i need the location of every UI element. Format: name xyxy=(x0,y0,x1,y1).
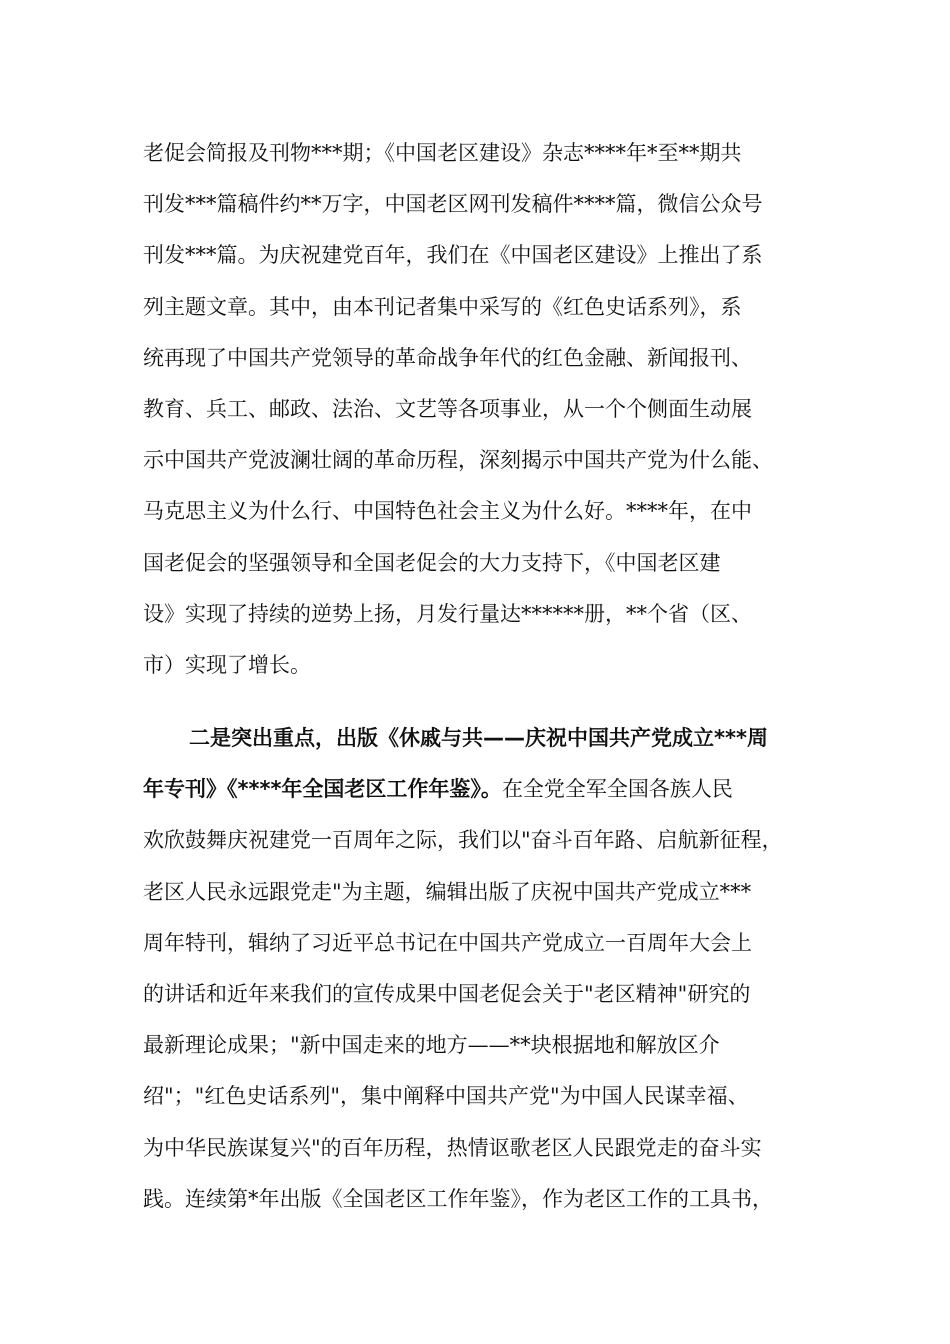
text-line: 周年特刊，辑纳了习近平总书记在中国共产党成立一百周年大会上 xyxy=(143,930,752,955)
paragraph-1 xyxy=(143,128,823,691)
text-line: 示中国共产党波澜壮阔的革命历程，深刻揭示中国共产党为什么能、 xyxy=(143,448,773,473)
text-line: 为中华民族谋复兴"的百年历程，热情讴歌老区人民跟党走的奋斗实 xyxy=(143,1135,762,1160)
text-line: 的讲话和近年来我们的宣传成果中国老促会关于"老区精神"研究的 xyxy=(143,982,751,1006)
paragraph-2 xyxy=(143,713,823,1225)
text-line: 刊发***篇。为庆祝建党百年，我们在《中国老区建设》上推出了系 xyxy=(143,243,763,268)
text-line: 最新理论成果；"新中国走来的地方——**块根据地和解放区介 xyxy=(143,1033,720,1058)
text-line: 统再现了中国共产党领导的革命战争年代的红色金融、新闻报刊、 xyxy=(143,345,752,370)
text-line: 践。连续第*年出版《全国老区工作年鉴》，作为老区工作的工具书， xyxy=(143,1186,773,1211)
text-line: 列主题文章。其中，由本刊记者集中采写的《红色史话系列》，系 xyxy=(143,294,742,319)
section-heading: 二是突出重点，出版《休戚与共——庆祝中国共产党成立***周 xyxy=(189,726,768,751)
text-line: 老区人民永远跟党走"为主题，编辑出版了庆祝中国共产党成立*** xyxy=(143,879,752,904)
text-span: 在全党全军全国各族人民 xyxy=(501,777,733,802)
section-heading-continued: 年专刊》《****年全国老区工作年鉴》。 xyxy=(143,777,502,802)
text-line: 马克思主义为什么行、中国特色社会主义为什么好。****年，在中 xyxy=(143,499,752,524)
text-line: 老促会简报及刊物***期；《中国老区建设》杂志****年*至**期共 xyxy=(143,141,742,165)
text-line: 绍"；"红色史话系列"，集中阐释中国共产党"为中国人民谋幸福、 xyxy=(143,1084,749,1109)
paragraph-gap xyxy=(143,691,823,713)
text-line: 设》实现了持续的逆势上扬，月发行量达******册，**个省（区、 xyxy=(143,601,752,626)
text-line: 市）实现了增长。 xyxy=(143,652,311,677)
text-line: 国老促会的坚强领导和全国老促会的大力支持下，《中国老区建 xyxy=(143,550,721,575)
text-line: 欢欣鼓舞庆祝建党一百周年之际，我们以"奋斗百年路、启航新征程， xyxy=(143,828,783,853)
text-line xyxy=(143,764,823,815)
text-line: 刊发***篇稿件约**万字，中国老区网刊发稿件****篇，微信公众号 xyxy=(143,192,763,217)
body-text xyxy=(143,128,823,1225)
text-line: 教育、兵工、邮政、法治、文艺等各项事业，从一个个侧面生动展 xyxy=(143,396,752,421)
